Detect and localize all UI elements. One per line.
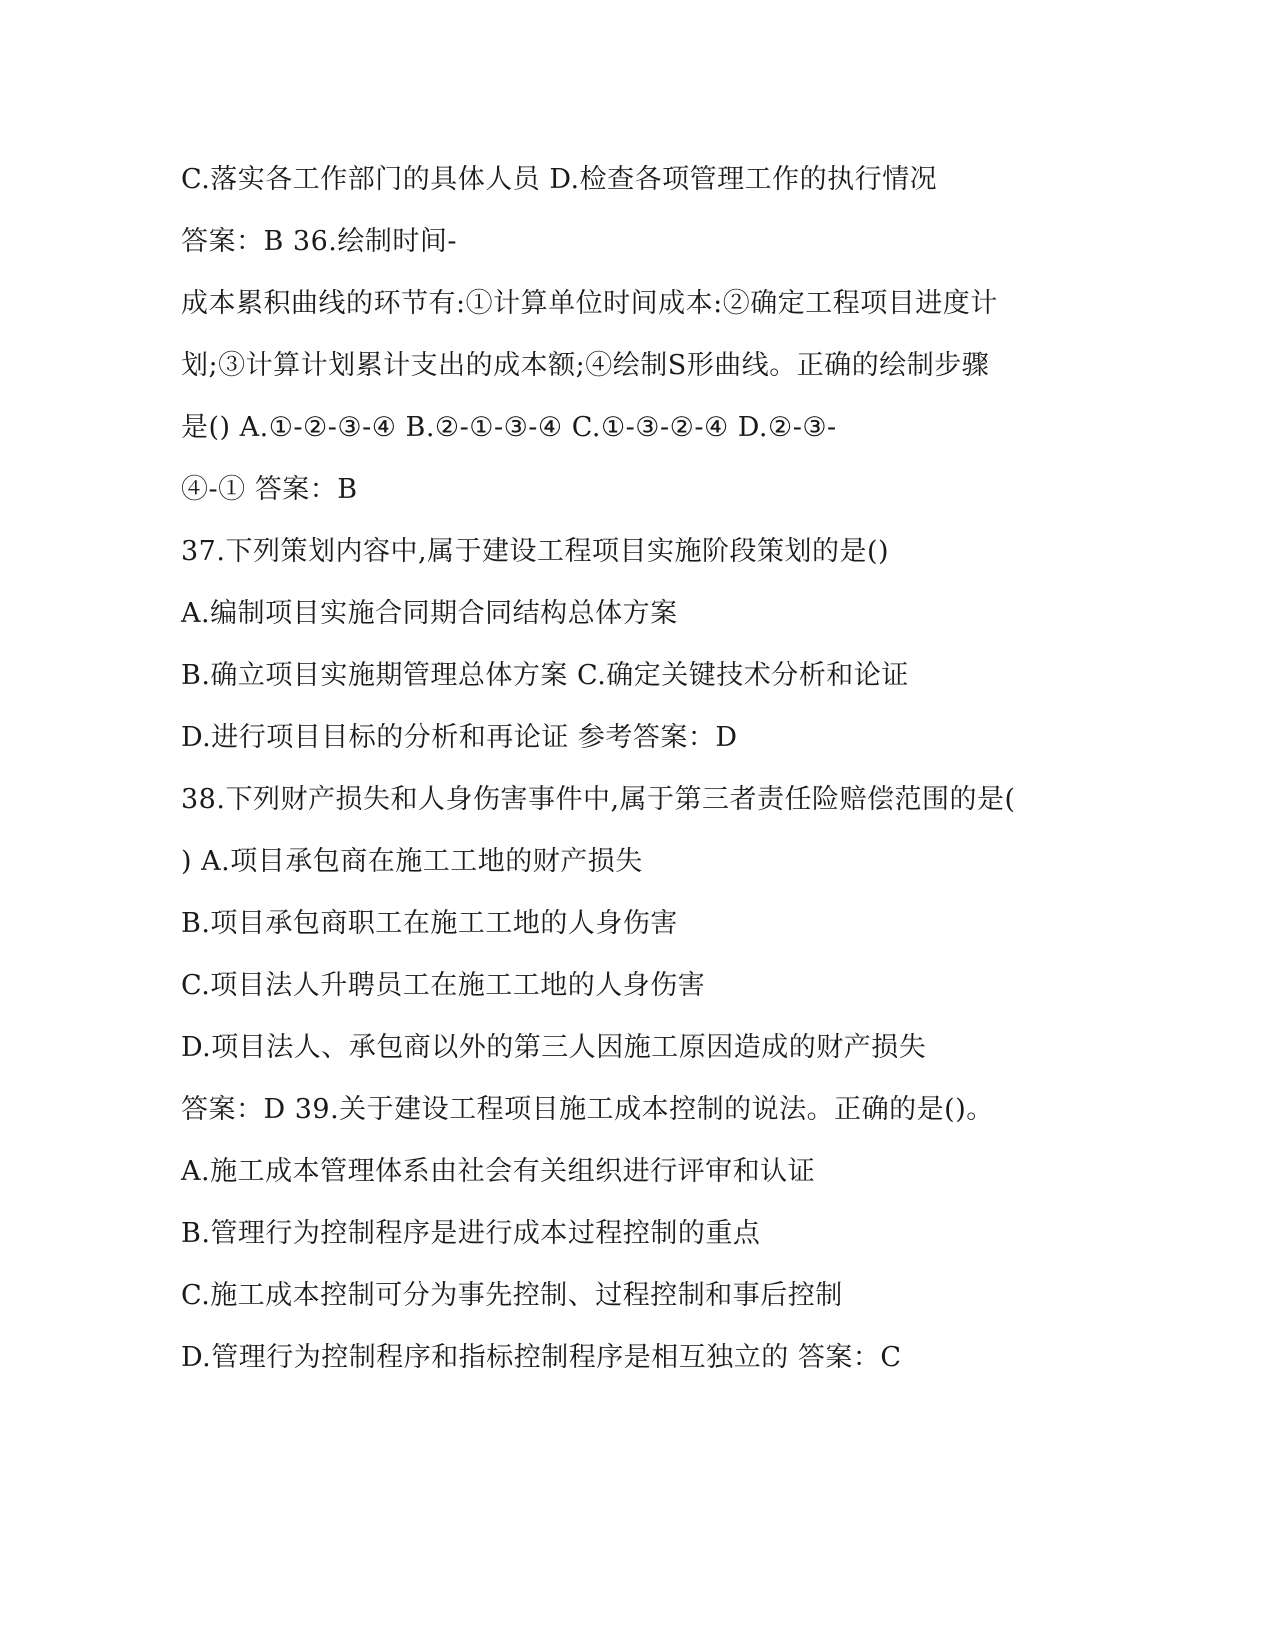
text-line-15: D.项目法人、承包商以外的第三人因施工原因造成的财产损失 — [181, 1032, 927, 1063]
text-line-20: D.管理行为控制程序和指标控制程序是相互独立的 答案：C — [181, 1342, 902, 1373]
text-line-6: ④-① 答案：B — [181, 474, 358, 505]
text-line-14: C.项目法人升聘员工在施工工地的人身伤害 — [181, 970, 706, 1001]
text-line-11: 38.下列财产损失和人身伤害事件中,属于第三者责任险赔偿范围的是( — [181, 784, 1016, 815]
text-line-4: 划;③计算计划累计支出的成本额;④绘制S形曲线。正确的绘制步骤 — [181, 350, 990, 381]
text-line-13: B.项目承包商职工在施工工地的人身伤害 — [181, 908, 678, 939]
text-line-2: 答案：B 36.绘制时间- — [181, 226, 457, 257]
text-line-9: B.确立项目实施期管理总体方案 C.确定关键技术分析和论证 — [181, 660, 909, 691]
text-line-18: B.管理行为控制程序是进行成本过程控制的重点 — [181, 1218, 761, 1249]
text-line-7: 37.下列策划内容中,属于建设工程项目实施阶段策划的是() — [181, 536, 890, 567]
text-line-1: C.落实各工作部门的具体人员 D.检查各项管理工作的执行情况 — [181, 164, 938, 195]
text-line-17: A.施工成本管理体系由社会有关组织进行评审和认证 — [181, 1156, 816, 1187]
text-line-16: 答案：D 39.关于建设工程项目施工成本控制的说法。正确的是()。 — [181, 1094, 994, 1125]
text-line-19: C.施工成本控制可分为事先控制、过程控制和事后控制 — [181, 1280, 843, 1311]
text-line-5: 是() A.①-②-③-④ B.②-①-③-④ C.①-③-②-④ D.②-③- — [181, 412, 837, 443]
text-line-12: ) A.项目承包商在施工工地的财产损失 — [181, 846, 643, 877]
text-line-10: D.进行项目目标的分析和再论证 参考答案：D — [181, 722, 738, 753]
text-line-3: 成本累积曲线的环节有:①计算单位时间成本:②确定工程项目进度计 — [181, 288, 998, 319]
text-line-8: A.编制项目实施合同期合同结构总体方案 — [181, 598, 678, 629]
